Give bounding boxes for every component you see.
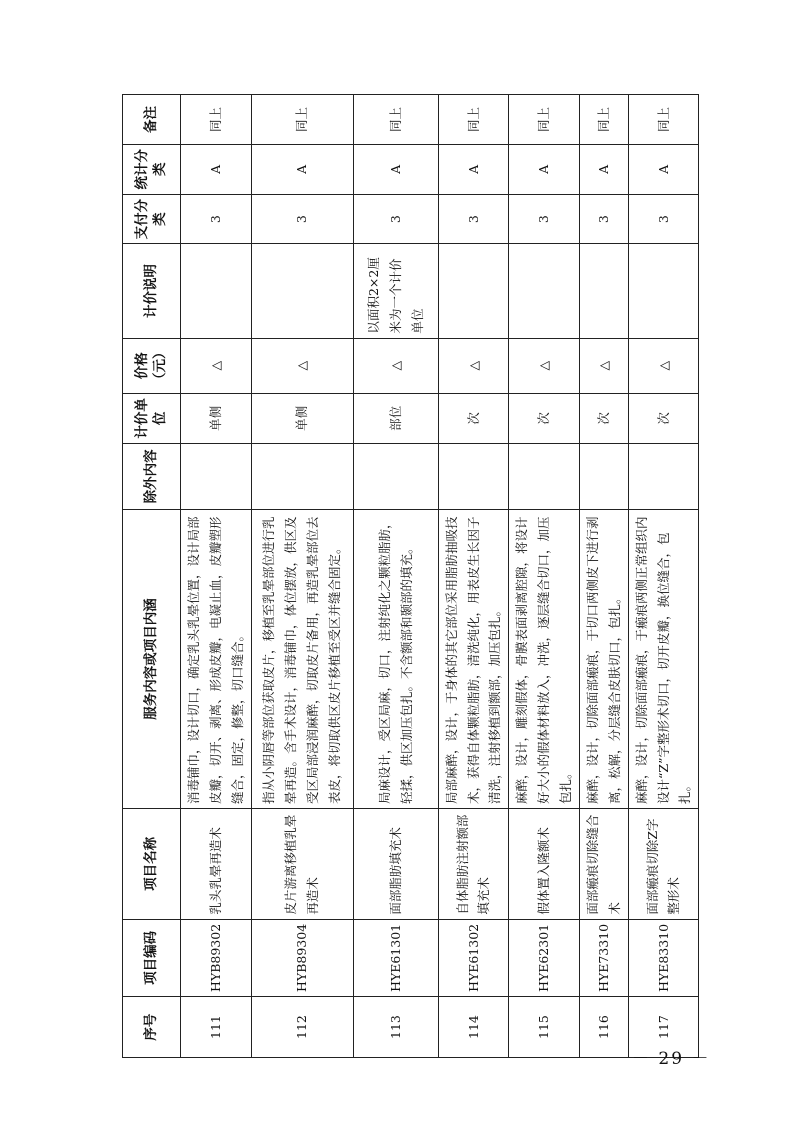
table-row: [579, 95, 628, 1058]
cell-note: [181, 244, 252, 338]
cell-pay: 3: [628, 194, 699, 244]
rotated-table-container: [122, 94, 693, 1058]
header-exclude: 除外内容: [123, 443, 181, 509]
cell-name: 面部瘢痕切除Z字整形术: [628, 808, 699, 919]
header-remark: 备注: [123, 95, 181, 145]
cell-unit: 次: [438, 393, 509, 443]
cell-note: [628, 244, 699, 338]
cell-no: 114: [438, 997, 509, 1058]
cell-exclude: [438, 443, 509, 509]
cell-pay: 3: [509, 194, 580, 244]
cell-code: HYE73310: [579, 919, 628, 996]
cell-pay: 3: [251, 194, 353, 244]
cell-content: 麻醉，设计，雕刻假体，骨膜表面剥离腔隙，将设计好大小的假体材料放入，冲洗，逐层缝合切口，加压包扎。: [509, 510, 580, 809]
price-table: [122, 94, 699, 1058]
cell-pay: 3: [353, 194, 438, 244]
cell-price: △: [628, 338, 699, 393]
cell-remark: 同上: [181, 95, 252, 145]
cell-code: HYE61302: [438, 919, 509, 996]
table-row: [509, 95, 580, 1058]
cell-unit: 部位: [353, 393, 438, 443]
cell-remark: 同上: [628, 95, 699, 145]
cell-price: △: [353, 338, 438, 393]
cell-stat: A: [353, 144, 438, 194]
cell-code: HYB89302: [181, 919, 252, 996]
cell-name: 面部脂肪填充术: [353, 808, 438, 919]
cell-exclude: [181, 443, 252, 509]
cell-stat: A: [438, 144, 509, 194]
cell-pay: 3: [438, 194, 509, 244]
cell-price: △: [181, 338, 252, 393]
cell-exclude: [628, 443, 699, 509]
cell-remark: 同上: [438, 95, 509, 145]
header-row: [123, 95, 181, 1058]
cell-exclude: [251, 443, 353, 509]
cell-no: 112: [251, 997, 353, 1058]
cell-note: [579, 244, 628, 338]
cell-note: [251, 244, 353, 338]
cell-remark: 同上: [353, 95, 438, 145]
cell-unit: 次: [628, 393, 699, 443]
cell-remark: 同上: [579, 95, 628, 145]
header-unit: 计价单位: [123, 393, 181, 443]
header-code: 项目编码: [123, 919, 181, 996]
cell-note: 以面积2×2厘米为一个计价单位: [353, 244, 438, 338]
cell-note: [438, 244, 509, 338]
cell-name: 面部瘢痕切除缝合术: [579, 808, 628, 919]
cell-unit: 次: [509, 393, 580, 443]
cell-name: 乳头乳晕再造术: [181, 808, 252, 919]
header-pay: 支付分类: [123, 194, 181, 244]
cell-content: 局部麻醉，设计，于身体的其它部位采用脂肪抽吸技术，获得自体颗粒脂肪，清洗纯化，用表皮生长因子清洗，注射移植到额部，加压包扎。: [438, 510, 509, 809]
cell-price: △: [251, 338, 353, 393]
cell-no: 117: [628, 997, 699, 1058]
cell-stat: A: [628, 144, 699, 194]
cell-price: △: [438, 338, 509, 393]
cell-no: 116: [579, 997, 628, 1058]
cell-code: HYE61301: [353, 919, 438, 996]
table-row: [251, 95, 353, 1058]
header-content: 服务内容或项目内涵: [123, 510, 181, 809]
page-number: － 29 －: [632, 1049, 711, 1069]
cell-exclude: [579, 443, 628, 509]
cell-unit: 单侧: [251, 393, 353, 443]
cell-code: HYE83310: [628, 919, 699, 996]
header-name: 项目名称: [123, 808, 181, 919]
table-row: [628, 95, 699, 1058]
table-row: [353, 95, 438, 1058]
cell-price: △: [579, 338, 628, 393]
cell-content: 局麻设计，受区局麻，切口，注射纯化之颗粒脂肪，轻揉，供区加压包扎。不含额部和颞部的填充。: [353, 510, 438, 809]
cell-code: HYB89304: [251, 919, 353, 996]
cell-remark: 同上: [509, 95, 580, 145]
cell-content: 麻醉，设计，切除面部瘢痕，于切口两侧皮下进行剥离，松解，分层缝合皮肤切口，包扎。: [579, 510, 628, 809]
cell-name: 皮片游离移植乳晕再造术: [251, 808, 353, 919]
cell-unit: 单侧: [181, 393, 252, 443]
cell-content: 消毒铺巾，设计切口，确定乳头乳晕位置，设计局部皮瓣，切开、剥离、形成皮瓣，电凝止血，皮瓣塑形缝合，固定，修整，切口缝合。: [181, 510, 252, 809]
cell-exclude: [353, 443, 438, 509]
header-no: 序号: [123, 997, 181, 1058]
cell-no: 111: [181, 997, 252, 1058]
cell-pay: 3: [181, 194, 252, 244]
cell-stat: A: [251, 144, 353, 194]
cell-unit: 次: [579, 393, 628, 443]
cell-stat: A: [579, 144, 628, 194]
cell-no: 113: [353, 997, 438, 1058]
cell-note: [509, 244, 580, 338]
header-price: 价格（元）: [123, 338, 181, 393]
cell-pay: 3: [579, 194, 628, 244]
cell-exclude: [509, 443, 580, 509]
cell-no: 115: [509, 997, 580, 1058]
table-row: [181, 95, 252, 1058]
cell-price: △: [509, 338, 580, 393]
header-note: 计价说明: [123, 244, 181, 338]
table-row: [438, 95, 509, 1058]
cell-name: 假体置入隆额术: [509, 808, 580, 919]
cell-content: 麻醉，设计，切除面部瘢痕，于瘢痕两侧正常组织内设计“Z”字整形术切口，切开皮瓣，换位缝合，包扎。: [628, 510, 699, 809]
cell-name: 自体脂肪注射额部填充术: [438, 808, 509, 919]
cell-stat: A: [509, 144, 580, 194]
cell-stat: A: [181, 144, 252, 194]
cell-code: HYE62301: [509, 919, 580, 996]
header-stat: 统计分类: [123, 144, 181, 194]
cell-content: 指从小阴唇等部位获取皮片，移植至乳晕部位进行乳晕再造。含手术设计，消毒铺巾，体位摆放，供区及受区局部浸润麻醉，切取皮片备用，再造乳晕部位去表皮，将切取供区皮片移植至受区并缝合固定。: [251, 510, 353, 809]
cell-remark: 同上: [251, 95, 353, 145]
